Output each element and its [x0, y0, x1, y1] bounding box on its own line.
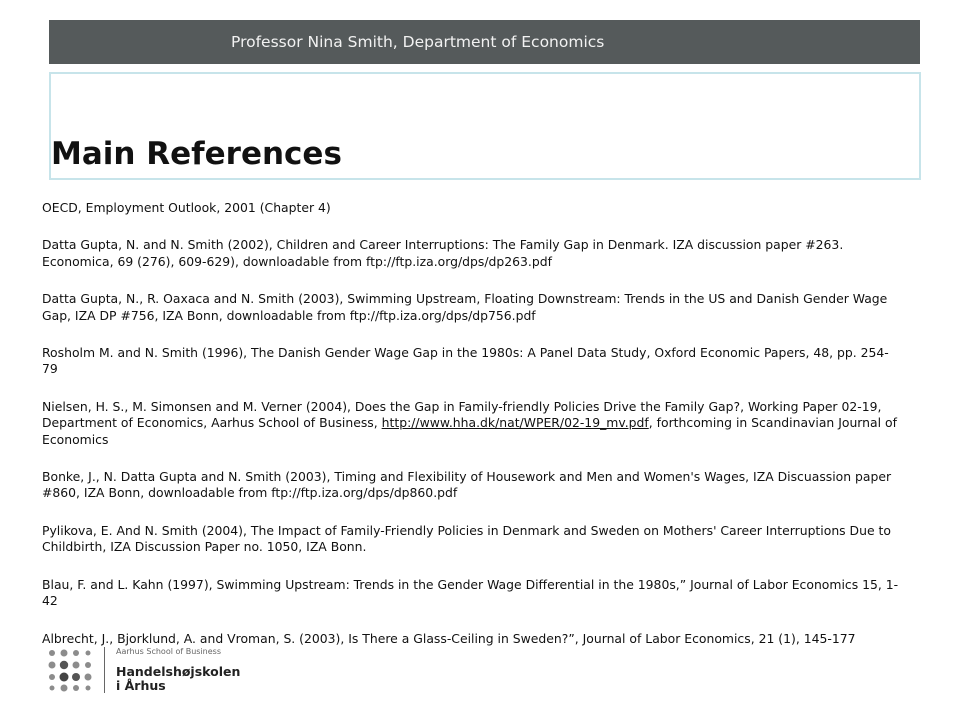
reference-text: Nielsen, H. S., M. Simonsen and M. Verner (2004), Does the Gap in Family-friendly Policies Drive the Family Gap?, Working Paper 02-19, Department of Economics, Aarhus School of Business, — [42, 398, 882, 431]
reference-item: Datta Gupta, N. and N. Smith (2002), Children and Career Interruptions: The Family Gap in Denmark. IZA discussion paper #263. Economica, 69 (276), 609-629), downloadable from ftp://ftp.iza.org/dps/dp263.pdf — [42, 237, 844, 269]
reference-item: Bonke, J., N. Datta Gupta and N. Smith (2003), Timing and Flexibility of Housework and Men and Women's Wages, IZA Discuassion paper #860, IZA Bonn, downloadable from ftp://ftp.iza.org/dps/dp860.pdf — [42, 469, 892, 501]
logo-dots-icon — [44, 645, 100, 693]
logo-divider — [104, 647, 105, 693]
reference-item: Albrecht, J., Bjorklund, A. and Vroman, S. (2003), Is There a Glass-Ceiling in Sweden?”, Journal of Labor Economics, 21 (1), 145-177 — [42, 630, 856, 646]
reference-item: Rosholm M. and N. Smith (1996), The Danish Gender Wage Gap in the 1980s: A Panel Data Study, Oxford Economic Papers, 48, pp. 254-79 — [42, 345, 889, 377]
reference-text: , forthcoming in Scandinavian Journal of Economics — [42, 415, 897, 447]
reference-item: Pylikova, E. And N. Smith (2004), The Impact of Family-Friendly Policies in Denmark and Sweden on Mothers' Career Interruptions Due to Childbirth, IZA Discussion Paper no. 1050, IZA Bonn. — [42, 522, 891, 555]
logo-school-danish-line1: Handelshøjskolen — [116, 664, 241, 679]
header-bar — [49, 20, 920, 64]
reference-item: Blau, F. and L. Kahn (1997), Swimming Upstream: Trends in the Gender Wage Differential in the 1980s,” Journal of Labor Economics 15, 1-42 — [42, 576, 899, 609]
reference-link[interactable]: http://www.hha.dk/nat/WPER/02-19_mv.pdf — [381, 415, 649, 431]
title-frame — [49, 72, 921, 180]
logo-school-danish-line2: i Århus — [116, 678, 166, 693]
reference-item: OECD, Employment Outlook, 2001 (Chapter 4) — [42, 200, 331, 215]
reference-item: Datta Gupta, N., R. Oaxaca and N. Smith (2003), Swimming Upstream, Floating Downstream: Trends in the US and Danish Gender Wage Gap, IZA DP #756, IZA Bonn, downloadable from ftp://ftp.iza.org/dps/dp756.pdf — [42, 291, 888, 323]
reference-item — [42, 399, 904, 448]
header-title: Professor Nina Smith, Department of Economics — [231, 33, 605, 51]
slide-title: Main References — [51, 136, 342, 172]
logo-school-english: Aarhus School of Business — [116, 647, 222, 656]
school-logo — [44, 645, 244, 695]
reference-list — [42, 200, 904, 668]
